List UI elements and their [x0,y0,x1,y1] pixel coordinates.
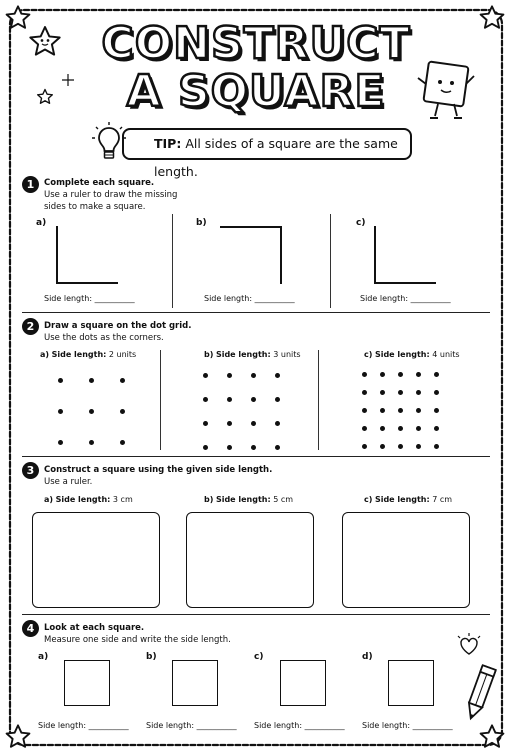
column-divider [160,350,161,450]
grid-dot [362,372,367,377]
section-divider [22,312,490,313]
side-length-answer[interactable]: Side length: __________ [360,294,451,303]
grid-dot [58,378,63,383]
grid-dot [434,390,439,395]
grid-dot [416,408,421,413]
partial-square [56,226,118,284]
grid-dot [380,444,385,449]
partial-square [374,226,436,284]
grid-dot [227,373,232,378]
side-length-answer[interactable]: Side length: __________ [254,721,345,730]
section-instructions [44,622,284,646]
grid-dot [120,440,125,445]
section-title: Complete each square. [44,178,155,188]
item-label: b) [196,218,207,228]
item-label: d) [362,652,373,662]
grid-dot [380,408,385,413]
grid-dot [275,421,280,426]
side-length-prompt: b) Side length: 5 cm [204,495,294,504]
side-length-answer[interactable]: Side length: __________ [362,721,453,730]
tip-label: TIP: [154,136,182,151]
grid-dot [380,372,385,377]
section-number: 1 [22,176,39,193]
grid-dot [416,444,421,449]
measure-square [172,660,218,706]
measure-square [64,660,110,706]
grid-dot [398,390,403,395]
drawing-box[interactable] [342,512,470,608]
grid-dot [203,397,208,402]
grid-dot [58,409,63,414]
section-number: 4 [22,620,39,637]
pencil-icon [462,662,498,724]
section-instructions [44,320,244,344]
grid-dot [398,444,403,449]
grid-dot [275,373,280,378]
section-number: 2 [22,318,39,335]
column-divider [172,214,173,308]
grid-dot [227,421,232,426]
side-length-answer[interactable]: Side length: __________ [44,294,135,303]
side-length-prompt: c) Side length: 7 cm [364,495,453,504]
grid-dot [120,409,125,414]
grid-dot [275,445,280,450]
grid-dot [227,397,232,402]
grid-dot [380,426,385,431]
grid-dot [398,372,403,377]
star-icon [478,723,506,751]
grid-dot [416,390,421,395]
item-label: b) [146,652,157,662]
item-label: a) [36,218,47,228]
section-subtitle: Measure one side and write the side length. [44,635,231,645]
drawing-box[interactable] [186,512,314,608]
heart-icon [454,632,484,658]
grid-dot [203,421,208,426]
grid-dot [362,390,367,395]
section-divider [22,456,490,457]
grid-dot [398,408,403,413]
section-title: Draw a square on the dot grid. [44,321,192,331]
grid-dot [89,378,94,383]
grid-dot [416,426,421,431]
title-line-2: A SQUARE [126,66,386,117]
grid-dot [251,373,256,378]
grid-dot [434,444,439,449]
grid-dot [227,445,232,450]
grid-dot [434,372,439,377]
side-length-prompt: a) Side length: 3 cm [44,495,133,504]
section-divider [22,614,490,615]
item-label: a) [38,652,49,662]
grid-dot [275,397,280,402]
measure-square [388,660,434,706]
light-bulb-icon [92,122,126,166]
grid-dot [362,426,367,431]
drawing-box[interactable] [32,512,160,608]
side-length-prompt: a) Side length: 2 units [40,350,137,359]
side-length-answer[interactable]: Side length: __________ [38,721,129,730]
tip-text: All sides of a square are the same length. [154,136,398,179]
grid-dot [434,408,439,413]
partial-square [220,226,282,284]
star-icon [4,723,32,751]
grid-dot [89,440,94,445]
grid-dot [120,378,125,383]
grid-dot [203,373,208,378]
side-length-answer[interactable]: Side length: __________ [146,721,237,730]
grid-dot [203,445,208,450]
item-label: c) [254,652,264,662]
title-line-1: CONSTRUCT [101,18,411,69]
tip-box [122,128,412,179]
item-label: c) [356,218,366,228]
grid-dot [251,421,256,426]
grid-dot [380,390,385,395]
column-divider [318,350,319,450]
grid-dot [416,372,421,377]
section-subtitle: Use the dots as the corners. [44,333,164,343]
column-divider [330,214,331,308]
grid-dot [362,444,367,449]
grid-dot [58,440,63,445]
grid-dot [362,408,367,413]
grid-dot [434,426,439,431]
side-length-prompt: b) Side length: 3 units [204,350,301,359]
section-title: Look at each square. [44,623,145,633]
grid-dot [251,445,256,450]
section-number: 3 [22,462,39,479]
measure-square [280,660,326,706]
section-title: Construct a square using the given side length. [44,465,273,475]
grid-dot [89,409,94,414]
section-instructions [44,177,194,213]
section-subtitle: Use a ruler. [44,477,93,487]
grid-dot [251,397,256,402]
grid-dot [398,426,403,431]
section-instructions [44,464,284,488]
side-length-prompt: c) Side length: 4 units [364,350,460,359]
side-length-answer[interactable]: Side length: __________ [204,294,295,303]
section-subtitle: Use a ruler to draw the missing sides to make a square. [44,190,178,212]
